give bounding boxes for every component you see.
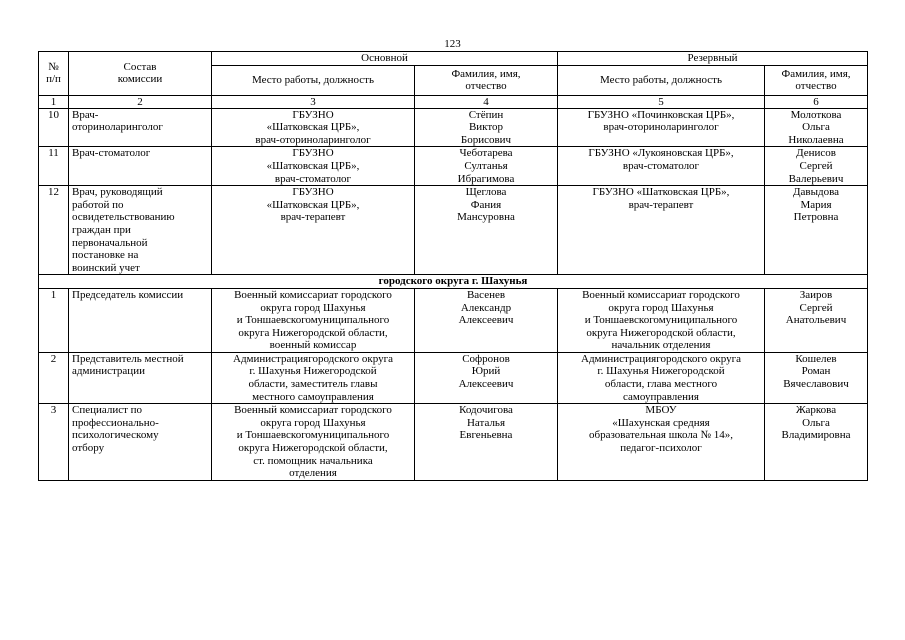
table-row: [39, 147, 868, 186]
row-reserve-work: МБОУ «Шахунская средняя образовательная школа № 14», педагог-психолог: [558, 404, 765, 481]
table-row: [39, 352, 868, 403]
row-reserve-name: Давыдова Мария Петровна: [765, 186, 868, 275]
commission-table: [38, 51, 868, 481]
row-reserve-name: Кошелев Роман Вячеславович: [765, 352, 868, 403]
header-full-name-reserve: Фамилия, имя, отчество: [765, 65, 868, 95]
column-number: 1: [39, 95, 69, 108]
row-role: Врач, руководящий работой по освидетельствованию граждан при первоначальной постановке на воинский учет: [69, 186, 212, 275]
column-number: 4: [415, 95, 558, 108]
row-reserve-name: Заиров Сергей Анатольевич: [765, 288, 868, 352]
row-main-work: Военный комиссариат городского округа город Шахунья и Тоншаевскогомуниципального округа Нижегородской области, ст. помощник начальника отделения: [212, 404, 415, 481]
row-reserve-name: Денисов Сергей Валерьевич: [765, 147, 868, 186]
row-num: 1: [39, 288, 69, 352]
row-num: 10: [39, 108, 69, 147]
table-row: [39, 288, 868, 352]
row-main-name: Васенев Александр Алексеевич: [415, 288, 558, 352]
header-full-name: Фамилия, имя, отчество: [415, 65, 558, 95]
row-main-name: Щеглова Фания Мансуровна: [415, 186, 558, 275]
row-reserve-work: Военный комиссариат городского округа город Шахунья и Тоншаевскогомуниципального округа Нижегородской области, начальник отделения: [558, 288, 765, 352]
page-number: 123: [444, 38, 461, 50]
row-reserve-name: Молоткова Ольга Николаевна: [765, 108, 868, 147]
section-row: [39, 275, 868, 289]
section-title: городского округа г. Шахунья: [39, 275, 868, 289]
row-reserve-work: Администрациягородского округа г. Шахунья Нижегородской области, глава местного самоуправления: [558, 352, 765, 403]
row-reserve-name: Жаркова Ольга Владимировна: [765, 404, 868, 481]
column-numbers-row: [39, 95, 868, 108]
header-num: № п/п: [39, 52, 69, 96]
column-number: 6: [765, 95, 868, 108]
row-reserve-work: ГБУЗНО «Лукояновская ЦРБ», врач-стоматолог: [558, 147, 765, 186]
row-role: Специалист по профессионально- психологическому отбору: [69, 404, 212, 481]
row-main-work: ГБУЗНО «Шатковская ЦРБ», врач-оториноларинголог: [212, 108, 415, 147]
row-main-name: Кодочигова Наталья Евгеньевна: [415, 404, 558, 481]
row-num: 2: [39, 352, 69, 403]
row-main-name: Чеботарева Султанья Ибрагимова: [415, 147, 558, 186]
row-reserve-work: ГБУЗНО «Шатковская ЦРБ», врач-терапевт: [558, 186, 765, 275]
header-workplace-reserve: Место работы, должность: [558, 65, 765, 95]
row-main-work: ГБУЗНО «Шатковская ЦРБ», врач-стоматолог: [212, 147, 415, 186]
header-reserve-group: Резервный: [558, 52, 868, 66]
row-reserve-work: ГБУЗНО «Починковская ЦРБ», врач-оториноларинголог: [558, 108, 765, 147]
header-main-group: Основной: [212, 52, 558, 66]
row-num: 3: [39, 404, 69, 481]
header-workplace: Место работы, должность: [212, 65, 415, 95]
row-num: 12: [39, 186, 69, 275]
row-role: Председатель комиссии: [69, 288, 212, 352]
row-role: Представитель местной администрации: [69, 352, 212, 403]
table-row: [39, 186, 868, 275]
row-main-work: ГБУЗНО «Шатковская ЦРБ», врач-терапевт: [212, 186, 415, 275]
table-row: [39, 108, 868, 147]
column-number: 5: [558, 95, 765, 108]
table-row: [39, 404, 868, 481]
header-row-groups: [39, 52, 868, 66]
column-number: 2: [69, 95, 212, 108]
row-main-work: Администрациягородского округа г. Шахунья Нижегородской области, заместитель главы местного самоуправления: [212, 352, 415, 403]
column-number: 3: [212, 95, 415, 108]
row-role: Врач-стоматолог: [69, 147, 212, 186]
row-role: Врач- оториноларинголог: [69, 108, 212, 147]
row-main-work: Военный комиссариат городского округа город Шахунья и Тоншаевскогомуниципального округа Нижегородской области, военный комиссар: [212, 288, 415, 352]
header-composition: Состав комиссии: [69, 52, 212, 96]
row-main-name: Софронов Юрий Алексеевич: [415, 352, 558, 403]
row-main-name: Стёпин Виктор Борисович: [415, 108, 558, 147]
row-num: 11: [39, 147, 69, 186]
